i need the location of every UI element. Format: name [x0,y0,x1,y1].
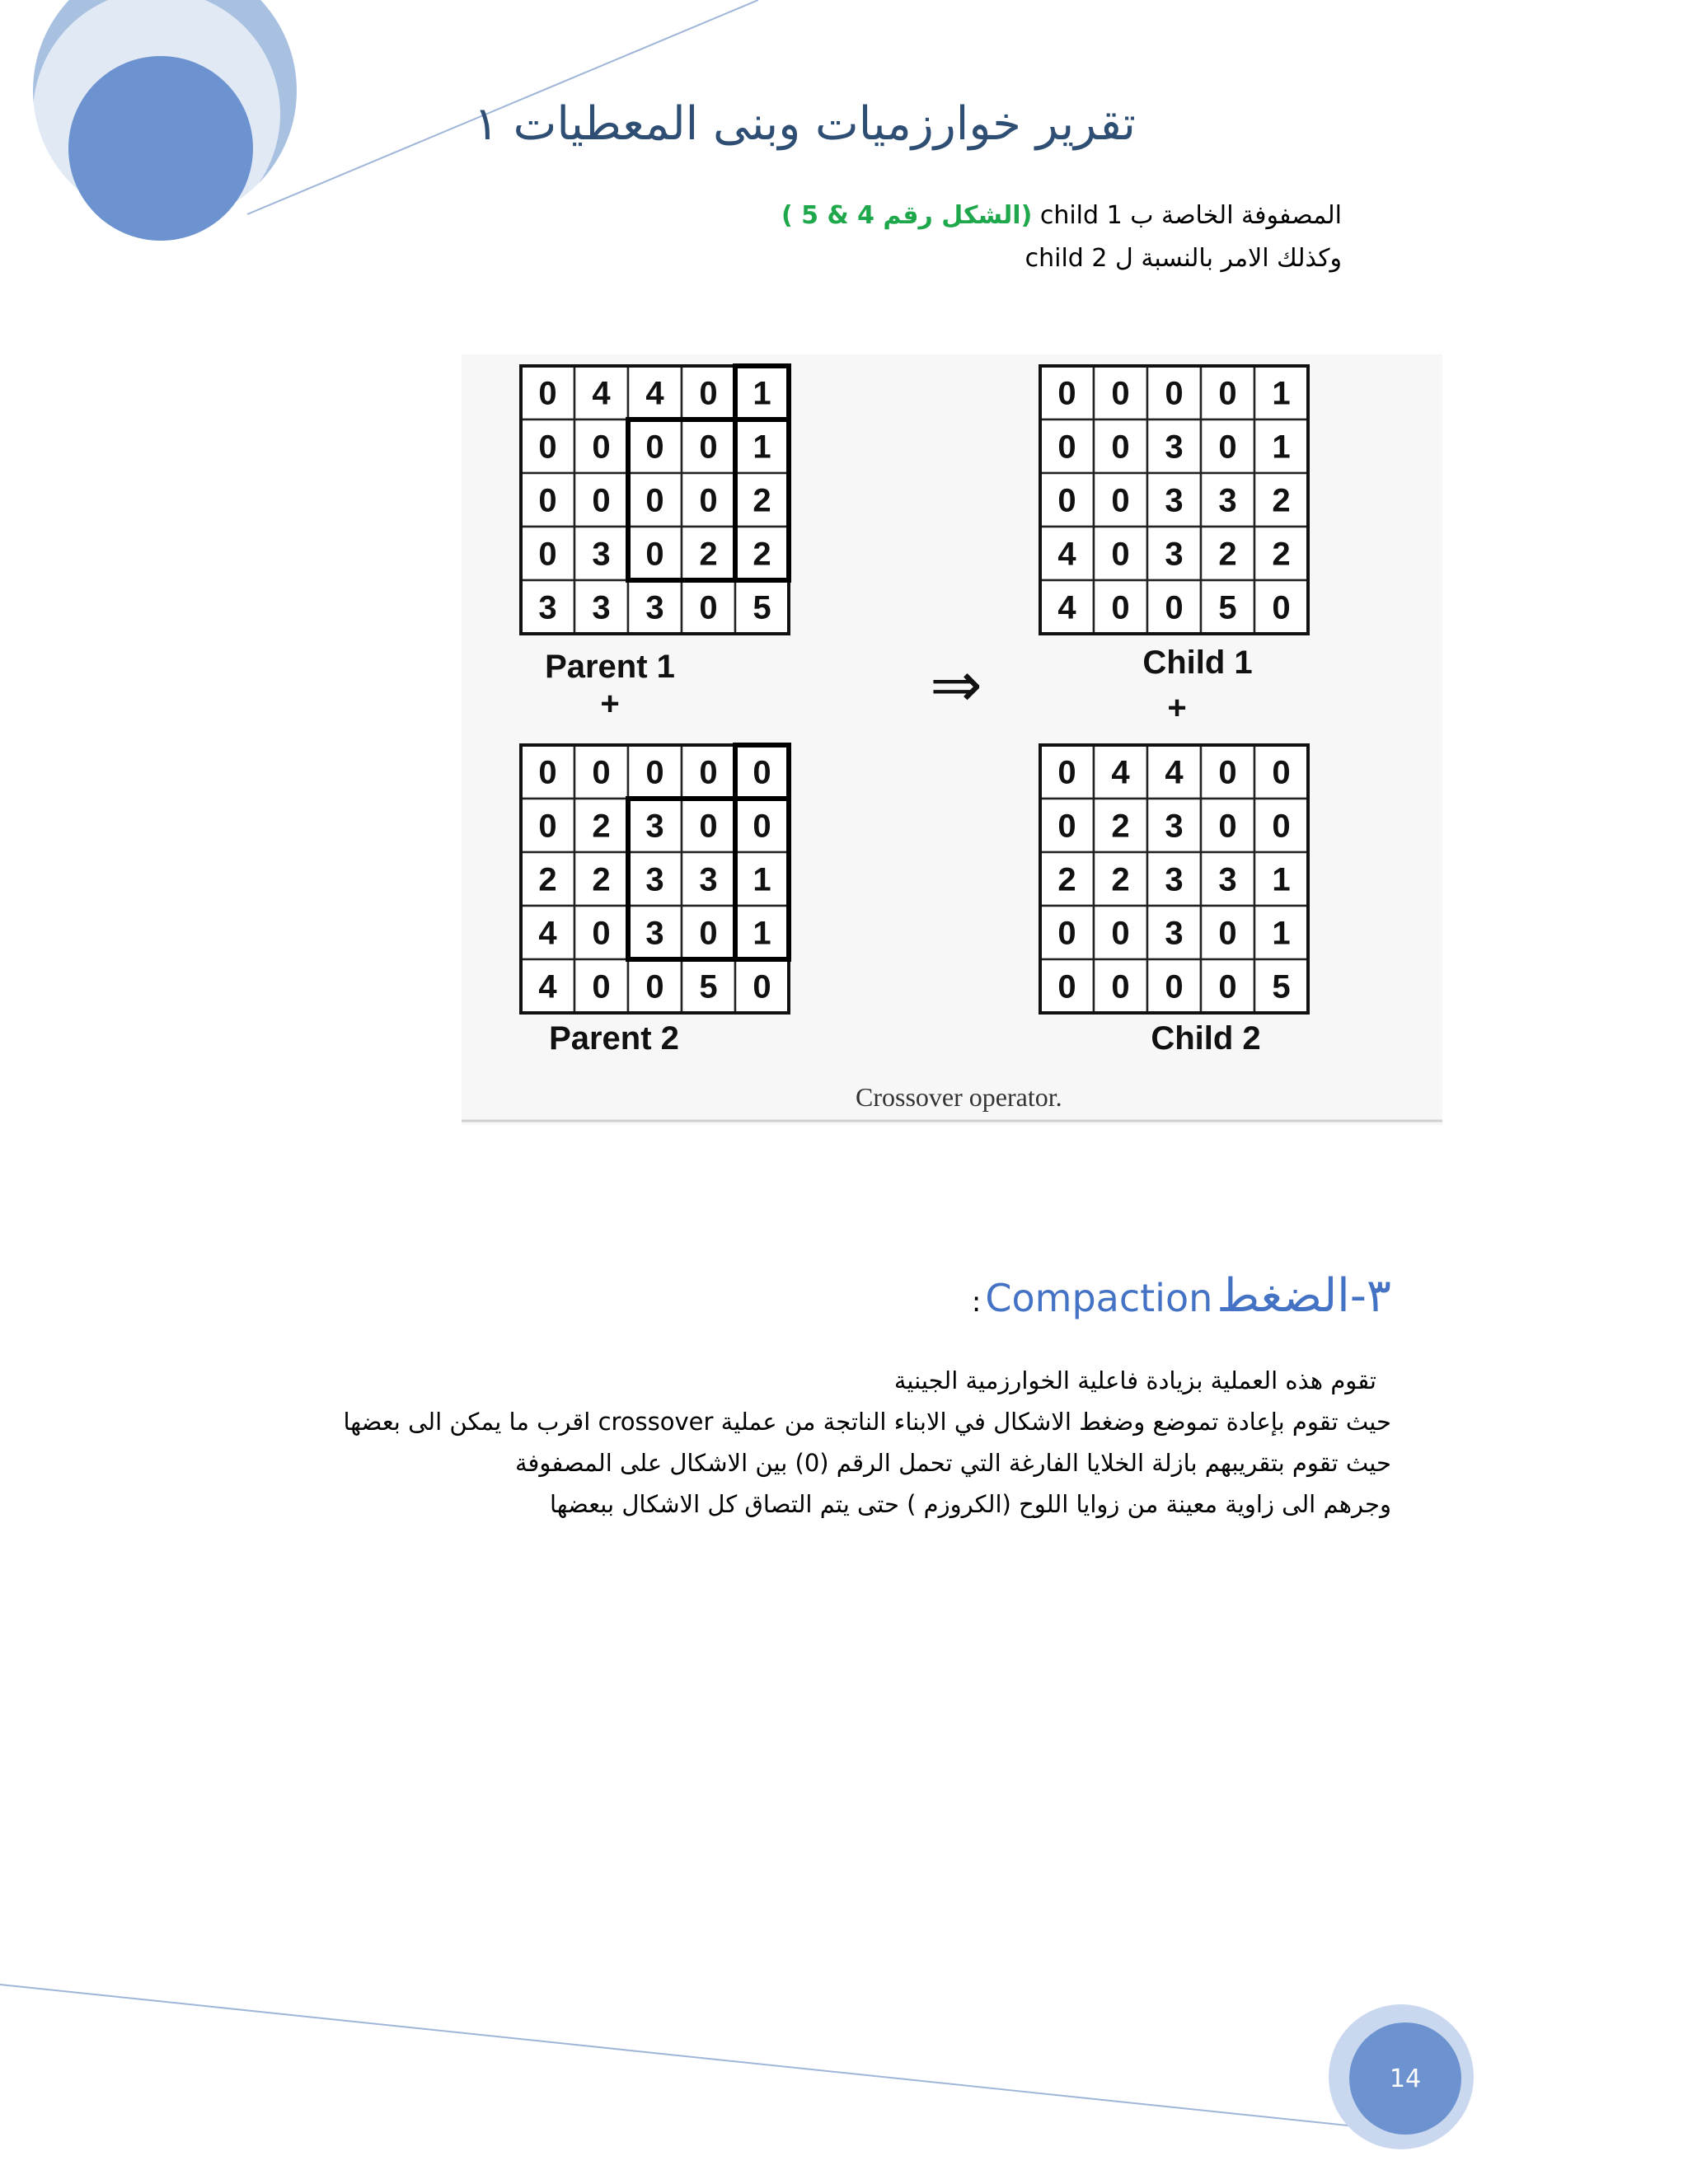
grid-cell-value: 3 [592,589,611,626]
grid-cell-value: 0 [592,754,611,791]
intro-line-2: وكذلك الامر بالنسبة ل child 2 [1025,244,1342,273]
grid-cell-value: 0 [645,754,664,791]
plus-sign-left: + [600,686,620,722]
child-2-label: Child 2 [1151,1020,1261,1057]
grid-cell-value: 0 [1272,808,1291,845]
grid-cell-value: 0 [592,915,611,952]
grid-cell-value: 2 [753,536,771,573]
grid-cell-value: 1 [1272,915,1291,952]
grid-cell-value: 0 [1165,375,1184,412]
grid-cell-value: 0 [699,915,718,952]
grid-cell-value: 0 [1218,429,1237,466]
grid-cell-value: 5 [753,589,771,626]
grid-cell-value: 0 [592,968,611,1005]
footer-decoration [0,1970,1688,2184]
grid-cell-value: 0 [699,754,718,791]
grid-cell-value: 0 [1111,482,1130,519]
grid-cell-value: 0 [1218,808,1237,845]
grid-cell-value: 0 [1111,589,1130,626]
parent-2-grid [521,745,789,1013]
grid-cell-value: 3 [1165,536,1184,573]
grid-cell-value: 3 [538,589,557,626]
grid-cell-value: 0 [1218,968,1237,1005]
section-title-english: Compaction [985,1276,1213,1320]
grid-cell-value: 1 [753,429,771,466]
grid-cell-value: 3 [1165,808,1184,845]
grid-cell-value: 0 [538,482,557,519]
grid-cell-value: 0 [645,482,664,519]
grid-cell-value: 0 [753,754,771,791]
paragraph-line-1: تقوم هذه العملية بزيادة فاعلية الخوارزمية الجينية [893,1366,1376,1394]
grid-cell-value: 0 [592,429,611,466]
crossover-arrow: ⇒ [930,648,982,721]
grid-cell-value: 2 [1111,861,1130,898]
section-number: ٣-الضغط [1217,1269,1391,1323]
grid-cell-value: 0 [645,429,664,466]
paragraph-line-2: حيث تقوم بإعادة تموضع وضغط الاشكال في الابناء الناتجة من عملية crossover اقرب ما يمكن الى بعضها [343,1408,1391,1436]
intro-line-1-text: المصفوفة الخاصة ب child 1 [1032,201,1342,230]
grid-cell-value: 1 [1272,429,1291,466]
grid-cell-value: 1 [753,861,771,898]
grid-cell-value: 2 [699,536,718,573]
grid-cell-value: 0 [1057,808,1076,845]
grid-cell-value: 0 [1165,589,1184,626]
grid-cell-value: 0 [1111,968,1130,1005]
grid-cell-value: 0 [538,375,557,412]
grid-cell-value: 2 [1057,861,1076,898]
crossover-figure [462,354,1442,1125]
grid-cell-value: 0 [1111,375,1130,412]
plus-sign-right: + [1167,690,1187,726]
header-inner-circle [68,56,253,241]
grid-cell-value: 1 [1272,861,1291,898]
grid-cell-value: 3 [1165,429,1184,466]
grid-cell-value: 0 [1272,754,1291,791]
section-colon: : [971,1286,982,1319]
figure-reference: (الشكل رقم 4 & 5 ) [781,201,1033,230]
grid-cell-value: 5 [699,968,718,1005]
grid-cell-value: 0 [753,968,771,1005]
grid-cell-value: 5 [1272,968,1291,1005]
grid-cell-value: 2 [592,808,611,845]
grid-cell-value: 1 [753,915,771,952]
grid-cell-value: 0 [538,754,557,791]
grid-cell-value: 3 [1165,915,1184,952]
grid-cell-value: 0 [1218,915,1237,952]
grid-cell-value: 0 [699,375,718,412]
grid-cell-value: 0 [1057,429,1076,466]
grid-cell-value: 0 [1218,375,1237,412]
grid-cell-value: 0 [1111,915,1130,952]
grid-cell-value: 2 [592,861,611,898]
grid-cell-value: 0 [1057,915,1076,952]
grid-cell-value: 4 [1111,754,1130,791]
grid-cell-value: 4 [645,375,664,412]
footer-diagonal-line [0,1985,1434,2135]
grid-cell-value: 0 [538,808,557,845]
grid-cell-value: 4 [1165,754,1184,791]
child-2-grid [1040,745,1308,1013]
grid-cell-value: 3 [699,861,718,898]
section-heading [972,1269,1391,1323]
grid-cell-value: 3 [1165,482,1184,519]
grid-cell-value: 2 [1272,482,1291,519]
grid-cell-value: 3 [1165,861,1184,898]
parent-2-label: Parent 2 [549,1020,679,1057]
grid-cell-value: 0 [699,589,718,626]
grid-cell-value: 4 [1057,589,1076,626]
grid-cell-value: 2 [1111,808,1130,845]
grid-cell-value: 1 [1272,375,1291,412]
grid-cell-value: 4 [592,375,611,412]
grid-cell-value: 3 [1218,482,1237,519]
grid-cell-value: 0 [538,536,557,573]
grid-cell-value: 0 [753,808,771,845]
page-title: تقرير خوارزميات وبنى المعطيات ١ [473,97,1136,151]
grid-cell-value: 0 [1218,754,1237,791]
grid-cell-value: 2 [753,482,771,519]
grid-cell-value: 0 [1057,754,1076,791]
grid-cell-value: 0 [538,429,557,466]
grid-cell-value: 2 [1218,536,1237,573]
grid-cell-value: 3 [645,861,664,898]
grid-cell-value: 0 [1165,968,1184,1005]
grid-cell-value: 3 [645,808,664,845]
grid-cell-value: 0 [699,808,718,845]
page-number: 14 [1389,2064,1422,2093]
grid-cell-value: 2 [538,861,557,898]
grid-cell-value: 1 [753,375,771,412]
grid-cell-value: 0 [645,968,664,1005]
grid-cell-value: 3 [592,536,611,573]
grid-cell-value: 3 [645,915,664,952]
child-1-grid [1040,366,1308,634]
grid-cell-value: 0 [1057,375,1076,412]
grid-cell-value: 0 [1272,589,1291,626]
paragraph-line-4: وجرهم الى زاوية معينة من زوايا اللوح (الكروزم ) حتى يتم التصاق كل الاشكال ببعضها [549,1490,1391,1518]
grid-cell-value: 4 [1057,536,1076,573]
grid-cell-value: 0 [699,429,718,466]
grid-cell-value: 4 [538,968,557,1005]
parent-1-label: Parent 1 [545,649,675,685]
figure-caption: Crossover operator. [856,1082,1062,1112]
grid-cell-value: 0 [699,482,718,519]
parent-1-grid [521,366,789,634]
grid-cell-value: 0 [1111,536,1130,573]
grid-cell-value: 0 [592,482,611,519]
grid-cell-value: 4 [538,915,557,952]
grid-cell-value: 0 [645,536,664,573]
intro-line-1 [781,201,1342,230]
grid-cell-value: 0 [1057,482,1076,519]
grid-cell-value: 3 [1218,861,1237,898]
child-1-label: Child 1 [1142,644,1253,681]
grid-cell-value: 0 [1057,968,1076,1005]
paragraph-line-3: حيث تقوم بتقريبهم بازلة الخلايا الفارغة التي تحمل الرقم (0) بين الاشكال على المصفوفة [514,1449,1391,1477]
grid-cell-value: 5 [1218,589,1237,626]
grid-cell-value: 3 [645,589,664,626]
grid-cell-value: 0 [1111,429,1130,466]
grid-cell-value: 2 [1272,536,1291,573]
